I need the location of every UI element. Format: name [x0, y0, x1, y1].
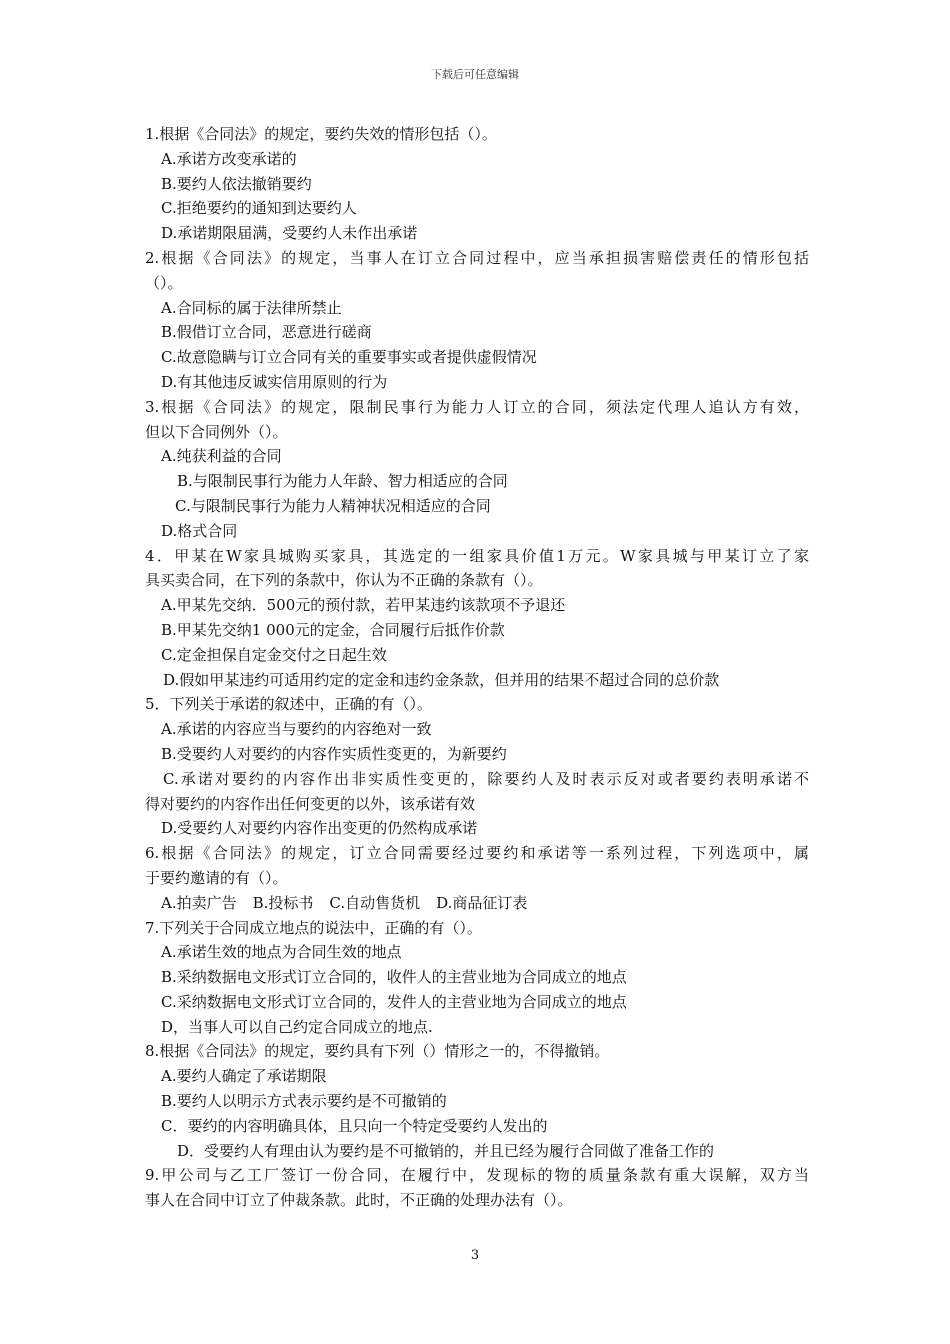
- question-9-line-2: 事人在合同中订立了仲裁条款。此时，不正确的处理办法有（）。: [145, 1191, 573, 1210]
- question-3-option-c: C.与限制民事行为能力人精神状况相适应的合同: [175, 496, 491, 515]
- question-4-option-b: B.甲某先交纳1 000元的定金，合同履行后抵作价款: [161, 620, 505, 639]
- question-1-option-b: B.要约人依法撤销要约: [161, 174, 312, 193]
- question-8-option-a: A.要约人确定了承诺期限: [161, 1067, 327, 1086]
- page-number: 3: [470, 1248, 480, 1263]
- question-4-option-d: D.假如甲某违约可适用约定的定金和违约金条款，但并用的结果不超过合同的总价款: [163, 670, 720, 689]
- question-7-option-a: A.承诺生效的地点为合同生效的地点: [161, 943, 402, 962]
- question-1-option-a: A.承诺方改变承诺的: [161, 149, 297, 168]
- question-5-option-c-line-2: 得对要约的内容作出任何变更的以外，该承诺有效: [145, 794, 476, 813]
- question-4-option-c: C.定金担保自定金交付之日起生效: [161, 645, 387, 664]
- question-7-option-d: D，当事人可以自己约定合同成立的地点.: [161, 1017, 433, 1036]
- question-7: 7.下列关于合同成立地点的说法中，正确的有（）。: [145, 918, 482, 937]
- question-9-line-1: 9.甲公司与乙工厂签订一份合同，在履行中，发现标的物的质量条款有重大误解，双方当: [145, 1166, 809, 1185]
- question-4-option-a: A.甲某先交纳．500元的预付款，若甲某违约该款项不予退还: [161, 596, 566, 615]
- question-8-option-b: B.要约人以明示方式表示要约是不可撤销的: [161, 1092, 447, 1111]
- question-8-option-c: C．要约的内容明确具体，且只向一个特定受要约人发出的: [161, 1116, 548, 1135]
- question-6-option-b: B.投标书: [252, 893, 314, 912]
- question-8-option-d: D．受要约人有理由认为要约是不可撤销的，并且已经为履行合同做了准备工作的: [177, 1141, 715, 1160]
- question-2-option-b: B.假借订立合同，恶意进行磋商: [161, 323, 372, 342]
- question-6-option-d: D.商品征订表: [436, 893, 528, 912]
- question-3-option-b: B.与限制民事行为能力人年龄、智力相适应的合同: [177, 472, 508, 491]
- question-3-option-d: D.格式合同: [161, 521, 238, 540]
- page-header: 下载后可任意编辑: [431, 68, 519, 81]
- question-7-option-c: C.采纳数据电文形式订立合同的，发件人的主营业地为合同成立的地点: [161, 992, 627, 1011]
- question-3-line-1: 3.根据《合同法》的规定，限制民事行为能力人订立的合同，须法定代理人追认方有效，: [145, 397, 809, 416]
- question-2-line-1: 2.根据《合同法》的规定，当事人在订立合同过程中，应当承担损害赔偿责任的情形包括: [145, 248, 809, 267]
- question-3-option-a: A.纯获利益的合同: [161, 447, 282, 466]
- question-1-option-c: C.拒绝要约的通知到达要约人: [161, 199, 357, 218]
- question-1: 1.根据《合同法》的规定，要约失效的情形包括（）。: [145, 125, 497, 143]
- question-2-line-2: （）。: [145, 273, 183, 292]
- question-2-option-c: C.故意隐瞒与订立合同有关的重要事实或者提供虚假情况: [161, 348, 537, 367]
- question-2-option-a: A.合同标的属于法律所禁止: [161, 298, 342, 317]
- question-1-option-d: D.承诺期限届满，受要约人未作出承诺: [161, 224, 418, 243]
- question-8: 8.根据《合同法》的规定，要约具有下列（）情形之一的，不得撤销。: [145, 1042, 610, 1061]
- question-4-line-1: 4．甲某在W家具城购买家具，其选定的一组家具价值1万元。W家具城与甲某订立了家: [145, 546, 809, 565]
- question-6-option-c: C.自动售货机: [329, 893, 421, 912]
- question-3-line-2: 但以下合同例外（）。: [145, 422, 288, 441]
- question-5: 5．下列关于承诺的叙述中，正确的有（）。: [145, 695, 433, 714]
- question-5-option-d: D.受要约人对要约内容作出变更的仍然构成承诺: [161, 819, 478, 838]
- question-6-line-1: 6.根据《合同法》的规定，订立合同需要经过要约和承诺等一系列过程，下列选项中，属: [145, 844, 809, 863]
- question-4-line-2: 具买卖合同，在下列的条款中，你认为不正确的条款有（）。: [145, 571, 543, 590]
- document-body: [145, 122, 809, 1213]
- question-5-option-a: A.承诺的内容应当与要约的内容绝对一致: [161, 720, 432, 739]
- question-7-option-b: B.采纳数据电文形式订立合同的，收件人的主营业地为合同成立的地点: [161, 968, 627, 987]
- question-2-option-d: D.有其他违反诚实信用原则的行为: [161, 372, 388, 391]
- question-5-option-c-line-1: C.承诺对要约的内容作出非实质性变更的，除要约人及时表示反对或者要约表明承诺不: [163, 769, 809, 788]
- question-6-options: [145, 891, 809, 916]
- question-6-option-a: A.拍卖广告: [161, 893, 237, 912]
- question-5-option-b: B.受要约人对要约的内容作实质性变更的，为新要约: [161, 744, 507, 763]
- question-6-line-2: 于要约邀请的有（）。: [145, 868, 288, 887]
